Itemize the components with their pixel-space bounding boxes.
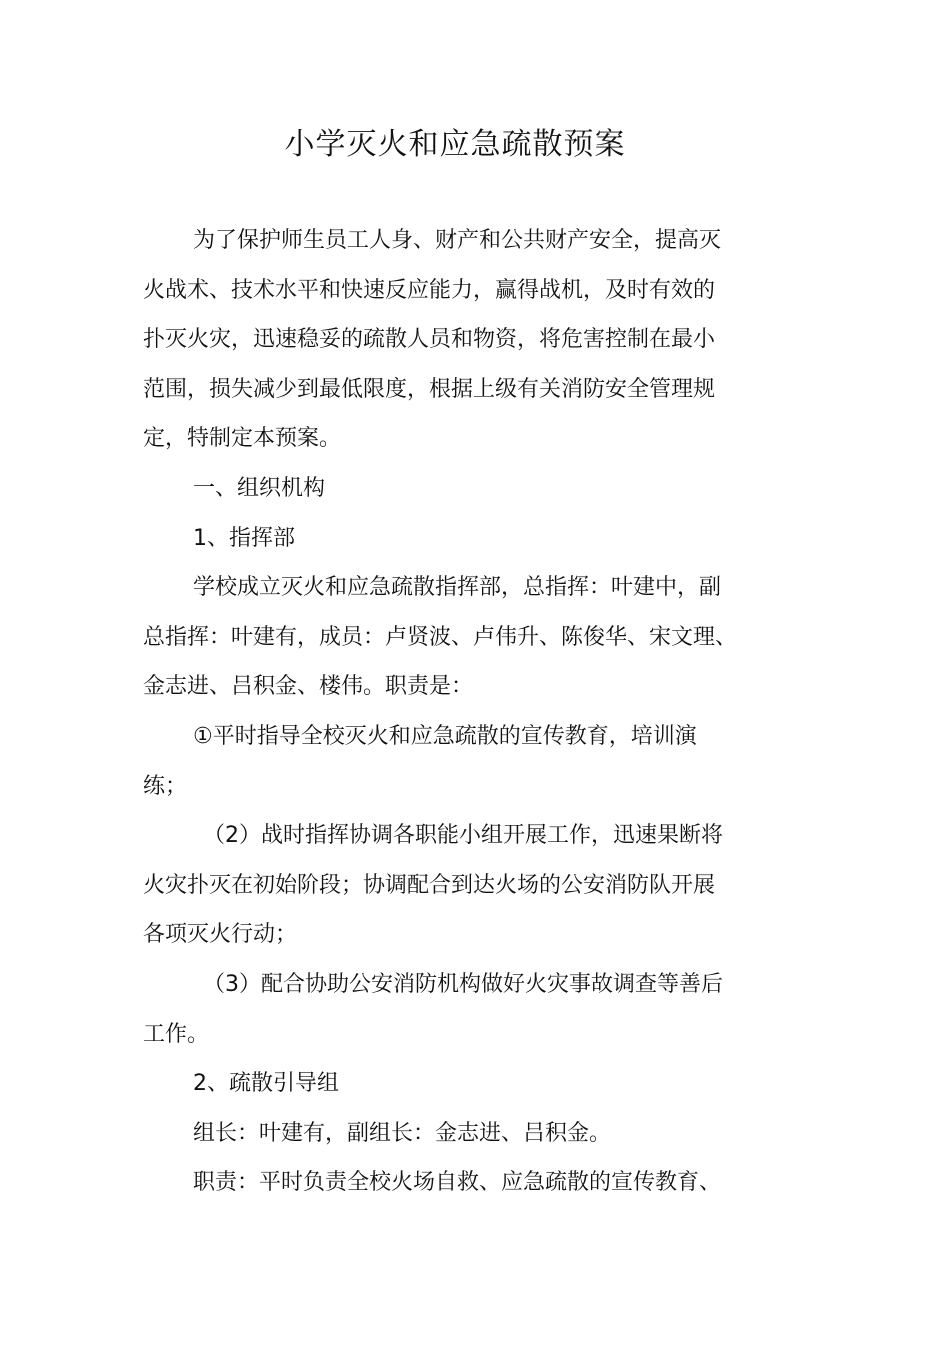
text-line: 工作。	[143, 1021, 210, 1047]
subsection-heading	[143, 514, 763, 564]
text-line: 一、组织机构	[193, 475, 326, 501]
text-line: 范围，损失减少到最低限度，根据上级有关消防安全管理规	[143, 376, 716, 402]
duty-item-1	[143, 712, 763, 811]
group-duties	[143, 1158, 763, 1208]
text-line: 火战术、技术水平和快速反应能力，赢得战机，及时有效的	[143, 277, 716, 303]
text-line: 总指挥：叶建有，成员：卢贤波、卢伟升、陈俊华、宋文理、	[143, 624, 738, 650]
subsection-heading	[143, 1059, 763, 1109]
text-line: ①平时指导全校灭火和应急疏散的宣传教育，培训演	[193, 723, 697, 749]
duty-item-2	[143, 811, 763, 960]
text-line: 为了保护师生员工人身、财产和公共财产安全，提高灭	[193, 228, 722, 253]
text-line: 各项灭火行动；	[143, 922, 298, 948]
text-line: （3）配合协助公安消防机构做好火灾事故调查等善后	[203, 971, 723, 997]
text-line: 职责：平时负责全校火场自救、应急疏散的宣传教育、	[193, 1170, 722, 1196]
text-line: 2、疏散引导组	[193, 1071, 339, 1097]
document-title: 小学灭火和应急疏散预案	[284, 127, 626, 162]
text-line: 组长：叶建有，副组长：金志进、吕积金。	[193, 1120, 612, 1146]
document-body	[143, 216, 763, 1208]
intro-paragraph	[143, 216, 763, 464]
text-line: 扑灭火灾，迅速稳妥的疏散人员和物资，将危害控制在最小	[143, 327, 716, 353]
text-line: 火灾扑灭在初始阶段；协调配合到达火场的公安消防队开展	[143, 872, 716, 898]
text-line: 1、指挥部	[193, 525, 295, 551]
text-line: 定，特制定本预案。	[143, 426, 342, 452]
group-members	[143, 1109, 763, 1159]
duty-item-3	[143, 960, 763, 1059]
text-line: 学校成立灭火和应急疏散指挥部，总指挥：叶建中，副	[193, 575, 722, 601]
section-heading	[143, 464, 763, 514]
command-paragraph	[143, 563, 763, 712]
text-line: （2）战时指挥协调各职能小组开展工作，迅速果断将	[203, 823, 723, 849]
text-line: 练；	[143, 773, 188, 799]
text-line: 金志进、吕积金、楼伟。职责是：	[143, 674, 474, 700]
